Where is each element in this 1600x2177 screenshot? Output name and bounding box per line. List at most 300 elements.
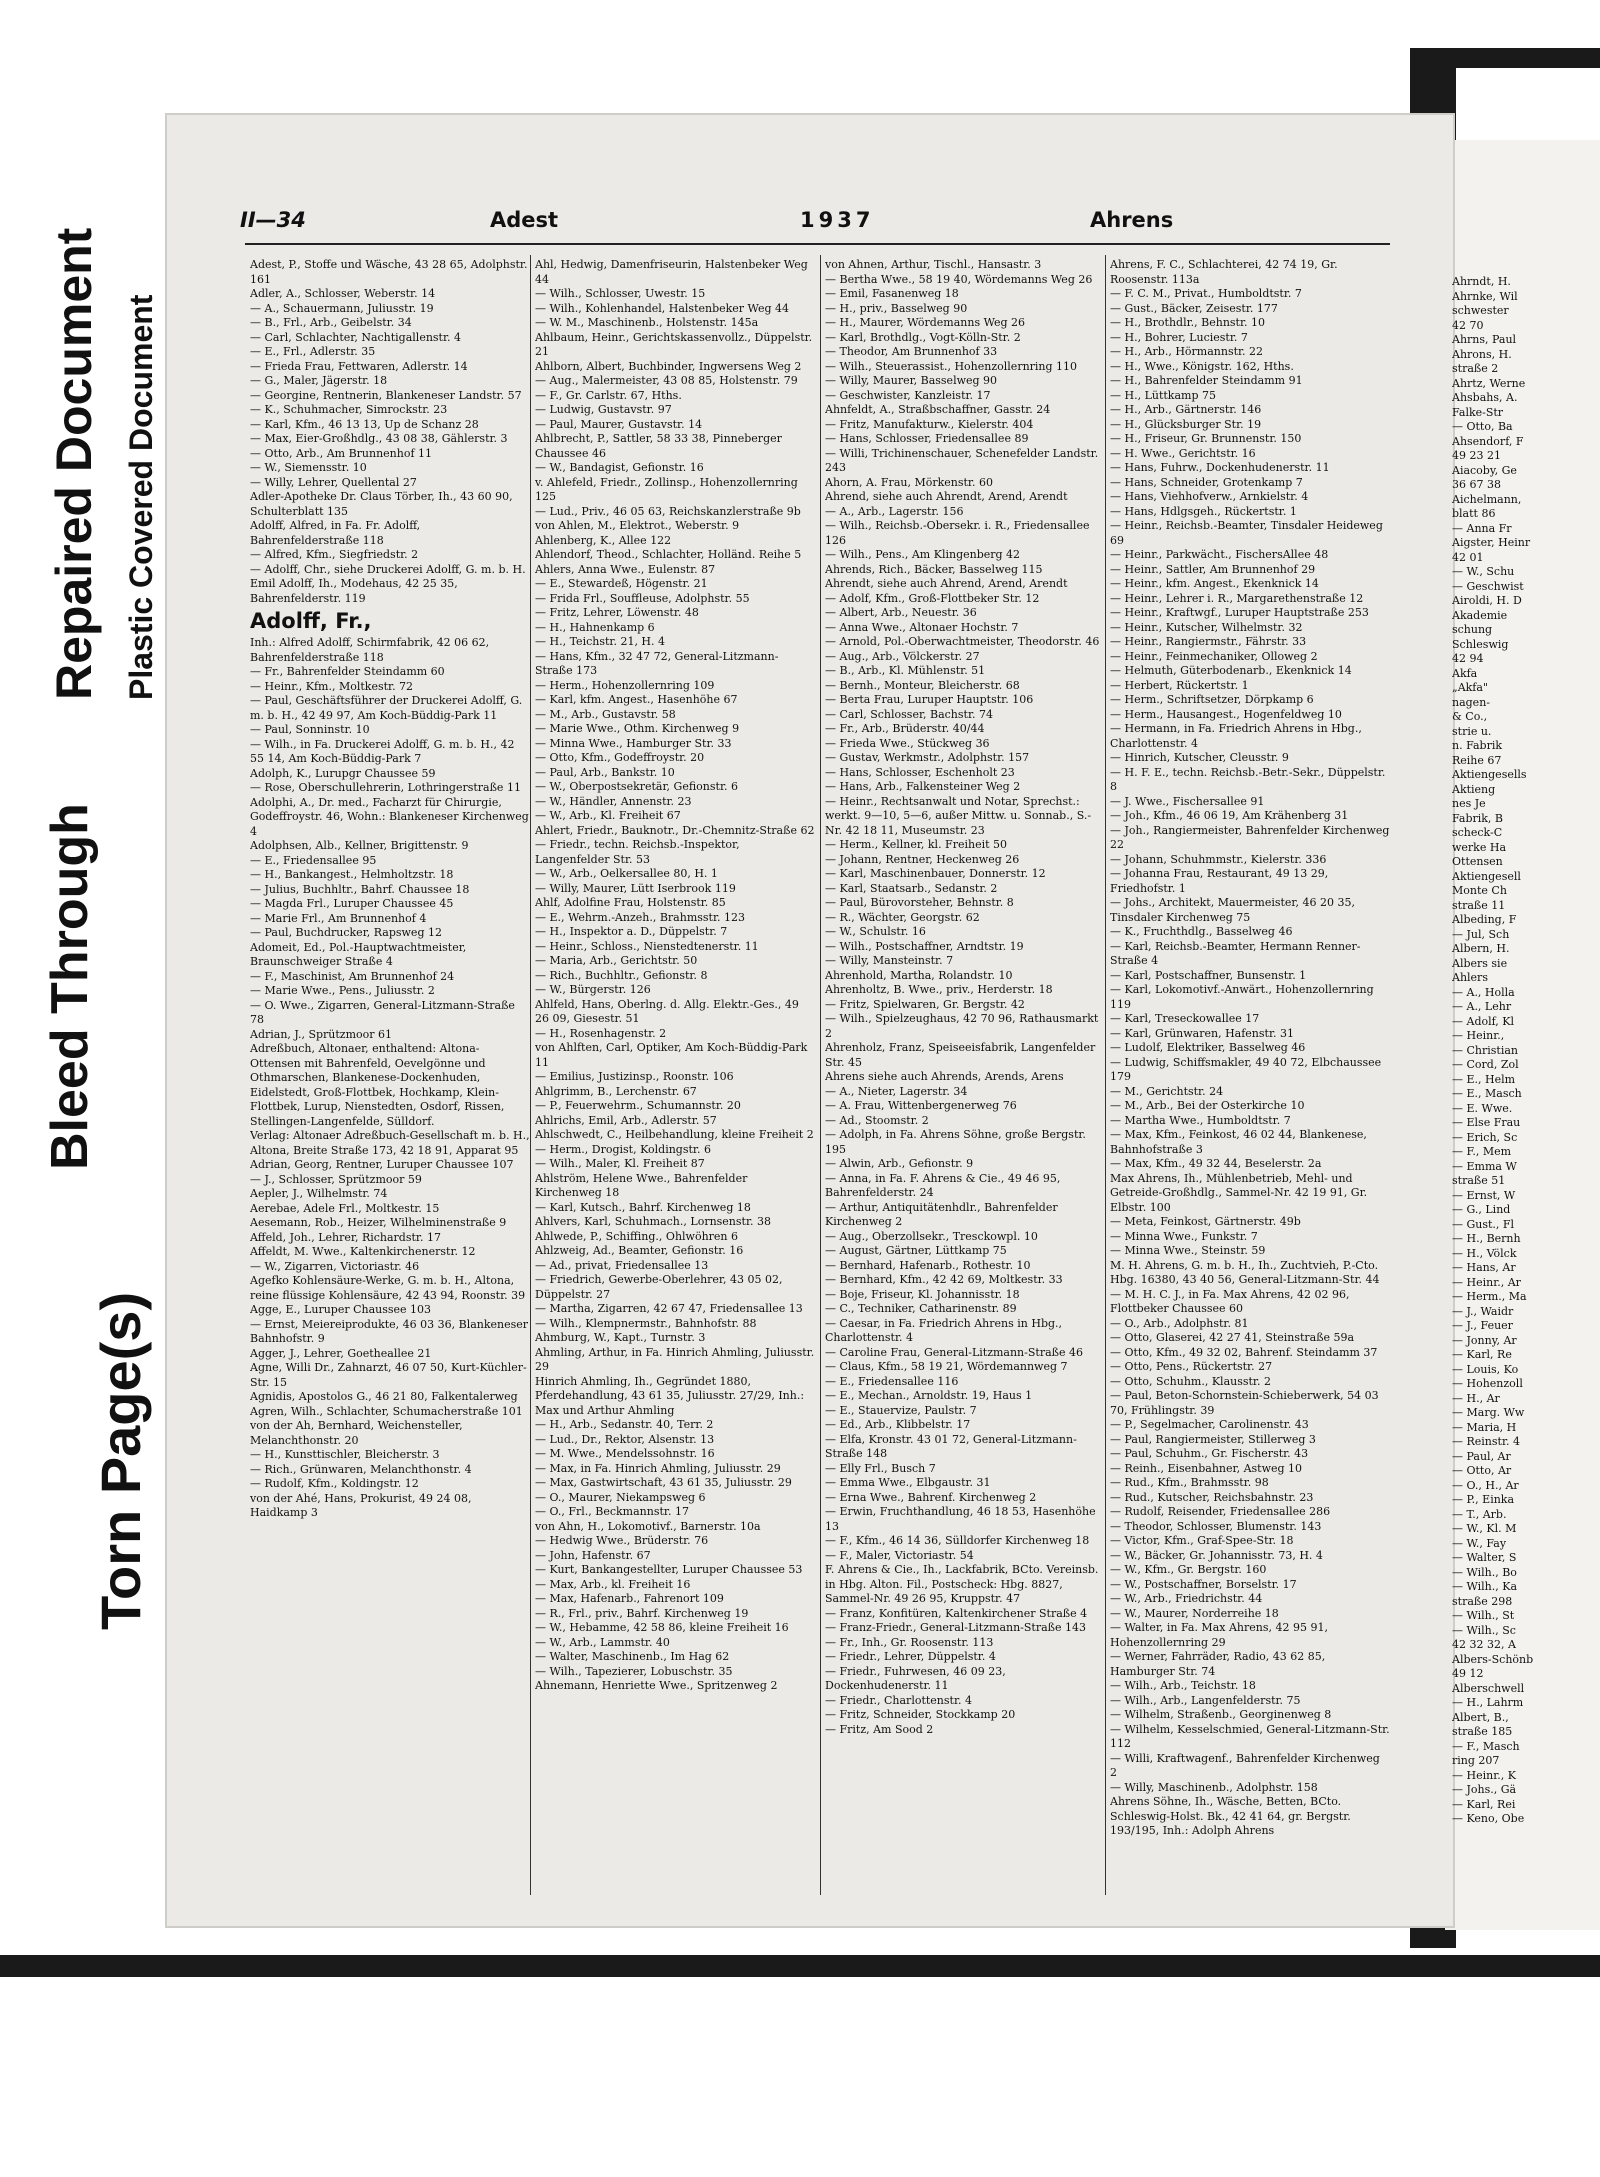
directory-entry: Ahrend, siehe auch Ahrendt, Arend, Arendt: [825, 490, 1068, 503]
directory-entry: — Friedr., Charlottenstr. 4: [825, 1693, 972, 1707]
directory-entry: — Karl, Reichsb.-Beamter, Hermann Renner-Straße 4: [1110, 939, 1361, 967]
directory-entry: — H., Arb., Hörmannstr. 22: [1110, 345, 1264, 358]
directory-entry: Adrian, J., Sprützmoor 61: [250, 1027, 393, 1041]
directory-entry: — W., Arb., Lammstr. 40: [535, 1635, 670, 1649]
facing-page-line: — Jonny, Ar: [1452, 1333, 1517, 1347]
directory-entry: — Wilh., Steuerassist., Hohenzollernring 110: [825, 359, 1078, 373]
directory-entry: — Ludwig, Schiffsmakler, 49 40 72, Elbchaussee 179: [1110, 1055, 1382, 1083]
directory-entry: — Otto, Glaserei, 42 27 41, Steinstraße 59a: [1110, 1331, 1355, 1344]
directory-entry: — Heinr., Kraftwgf., Luruper Hauptstraße 253: [1110, 606, 1369, 619]
directory-entry: — August, Gärtner, Lüttkamp 75: [825, 1244, 1007, 1257]
directory-entry: — Friedr., Fuhrwesen, 46 09 23, Dockenhudenerstr. 11: [825, 1664, 1006, 1692]
directory-entry: — Ad., Stoomstr. 2: [825, 1113, 929, 1127]
directory-entry: — J., Schlosser, Sprützmoor 59: [250, 1172, 422, 1186]
facing-page-line: — T., Arb.: [1452, 1507, 1507, 1521]
facing-page-line: Schleswig: [1452, 637, 1509, 651]
directory-entry: — Hans, Schlosser, Eschenholt 23: [825, 765, 1015, 779]
directory-entry: — Fritz, Schneider, Stockkamp 20: [825, 1708, 1016, 1721]
facing-page-line: Albert, B.,: [1452, 1710, 1509, 1724]
directory-entry: — Hermann, in Fa. Friedrich Ahrens in Hbg., Charlottenstr. 4: [1110, 722, 1362, 750]
directory-entry: Ahlfeld, Hans, Oberlng. d. Allg. Elektr.-Ges., 49 26 09, Giesestr. 51: [535, 997, 799, 1025]
last-keyword: Ahrens: [1090, 208, 1174, 232]
directory-entry: — Willy, Mansteinstr. 7: [825, 954, 954, 967]
directory-entry: — Fritz, Spielwaren, Gr. Bergstr. 42: [825, 997, 1025, 1011]
scan-bottom-border: [0, 1955, 1600, 1977]
directory-entry: — Geschwister, Kanzleistr. 17: [825, 388, 991, 402]
directory-entry: — Franz-Friedr., General-Litzmann-Straße 143: [825, 1621, 1087, 1634]
directory-entry: — Ludwig, Gustavstr. 97: [535, 403, 672, 416]
directory-entry: Ahlert, Friedr., Bauknotr., Dr.-Chemnitz-Straße 62: [535, 823, 815, 837]
facing-page-line: 36 67 38: [1452, 478, 1501, 491]
facing-page-line: Ottensen: [1452, 855, 1503, 868]
directory-entry: — H., Teichstr. 21, H. 4: [535, 635, 666, 648]
directory-entry: — E., Wehrm.-Anzeh., Brahmsstr. 123: [535, 910, 745, 924]
facing-page-line: 49 12: [1452, 1667, 1484, 1680]
directory-entry: — K., Fruchthdlg., Basselweg 46: [1110, 925, 1293, 938]
directory-entry: — Reinh., Eisenbahner, Astweg 10: [1110, 1461, 1303, 1475]
directory-entry: — Franz, Konfitüren, Kaltenkirchener Straße 4: [825, 1606, 1088, 1620]
facing-page-line: — H., Völck: [1452, 1246, 1517, 1260]
directory-entry: — Elfa, Kronstr. 43 01 72, General-Litzmann-Straße 148: [825, 1432, 1077, 1460]
facing-page-line: Albern, H.: [1452, 942, 1510, 955]
directory-entry: — Fr., Bahrenfelder Steindamm 60: [250, 665, 445, 678]
facing-page-line: Aigster, Heinr: [1452, 536, 1531, 549]
directory-entry: Ahl, Hedwig, Damenfriseurin, Halstenbeker Weg 44: [535, 258, 808, 286]
directory-entry: — Minna Wwe., Steinstr. 59: [1110, 1244, 1266, 1257]
directory-entry: — Paul, Arb., Bankstr. 10: [535, 765, 675, 779]
directory-entry: Ahlzweig, Ad., Beamter, Gefionstr. 16: [535, 1244, 744, 1257]
directory-entry: — Caroline Frau, General-Litzmann-Straße 46: [825, 1345, 1083, 1359]
facing-page-line: Alberschwell: [1452, 1681, 1525, 1695]
directory-entry: Inh.: Alfred Adolff, Schirmfabrik, 42 06 62, Bahrenfelderstraße 118: [250, 636, 490, 664]
directory-entry: von Ahlften, Carl, Optiker, Am Koch-Büddig-Park 11: [535, 1041, 808, 1069]
directory-entry: — Hinrich, Kutscher, Cleusstr. 9: [1110, 751, 1289, 764]
facing-page-line: — Otto, Ba: [1452, 420, 1513, 433]
directory-entry: — Meta, Feinkost, Gärtnerstr. 49b: [1110, 1215, 1301, 1228]
directory-entry: — P., Segelmacher, Carolinenstr. 43: [1110, 1418, 1309, 1431]
directory-entry: — Emilius, Justizinsp., Roonstr. 106: [535, 1070, 734, 1083]
facing-page-line: — Johs., Gä: [1452, 1783, 1517, 1796]
directory-entry: — H., Bohrer, Luciestr. 7: [1110, 330, 1248, 344]
directory-entry: — Willy, Maurer, Lütt Iserbrook 119: [535, 881, 736, 895]
directory-entry: — F., Kfm., 46 14 36, Sülldorfer Kirchenweg 18: [825, 1534, 1090, 1547]
directory-entry: — Karl, kfm. Angest., Hasenhöhe 67: [535, 693, 738, 706]
directory-entry: — P., Feuerwehrm., Schumannstr. 20: [535, 1099, 741, 1112]
facing-page-line: Aktiengesell: [1452, 869, 1521, 883]
directory-entry: — Herm., Kellner, kl. Freiheit 50: [825, 838, 1008, 851]
facing-page-line: — Wilh., Sc: [1452, 1623, 1516, 1637]
facing-page-line: — Heinr.,: [1452, 1029, 1505, 1042]
directory-entry: — H., Rosenhagenstr. 2: [535, 1026, 667, 1040]
page-number: II—34: [240, 208, 306, 232]
directory-entry: Ahlström, Helene Wwe., Bahrenfelder Kirchenweg 18: [535, 1171, 748, 1199]
facing-page-line: Aiacoby, Ge: [1452, 463, 1517, 477]
directory-entry: — H., Inspektor a. D., Düppelstr. 7: [535, 925, 728, 938]
facing-page-line: — J., Waidr: [1452, 1304, 1514, 1318]
directory-entry: v. Ahlefeld, Friedr., Zollinsp., Hohenzollernring 125: [535, 475, 798, 503]
directory-entry: — Bernh., Monteur, Bleicherstr. 68: [825, 678, 1020, 692]
facing-page-line: 42 32 32, A: [1452, 1638, 1516, 1651]
directory-entry: Adolphsen, Alb., Kellner, Brigittenstr. 9: [250, 839, 469, 852]
facing-page-line: „Akfa": [1452, 681, 1488, 694]
directory-entry: — Victor, Kfm., Graf-Spee-Str. 18: [1110, 1534, 1294, 1547]
directory-column-2: [535, 258, 815, 1898]
directory-entry: — Max, Hafenarb., Fahrenort 109: [535, 1592, 724, 1605]
directory-entry: — Wilh., Klempnermstr., Bahnhofstr. 88: [535, 1316, 757, 1330]
directory-entry: Adler, A., Schlosser, Weberstr. 14: [250, 287, 436, 300]
directory-entry: — Heinr., Kutscher, Wilhelmstr. 32: [1110, 620, 1303, 634]
directory-entry: — Willy, Maurer, Basselweg 90: [825, 374, 998, 387]
facing-page-line: — Wilh., Bo: [1452, 1565, 1517, 1579]
directory-entry: — Joh., Rangiermeister, Bahrenfelder Kirchenweg 22: [1110, 823, 1390, 851]
directory-entry: — Aug., Malermeister, 43 08 85, Holstenstr. 79: [535, 374, 798, 387]
directory-entry: — Kurt, Bankangestellter, Luruper Chaussee 53: [535, 1563, 803, 1576]
directory-entry: — Hedwig Wwe., Brüderstr. 76: [535, 1534, 709, 1547]
directory-entry: — Bernhard, Hafenarb., Rothestr. 10: [825, 1258, 1031, 1272]
facing-page-line: — Louis, Ko: [1452, 1362, 1519, 1376]
facing-page-line: — Jul, Sch: [1452, 927, 1510, 941]
directory-entry: Adolff, Alfred, in Fa. Fr. Adolff, Bahrenfelderstraße 118: [250, 519, 421, 547]
directory-entry: — F., Maler, Victoriastr. 54: [825, 1548, 974, 1562]
directory-entry: — Berta Frau, Luruper Hauptstr. 106: [825, 693, 1034, 706]
directory-entry: — H., Arb., Sedanstr. 40, Terr. 2: [535, 1418, 714, 1431]
facing-page-line: Ahsbahs, A.: [1452, 391, 1518, 404]
directory-entry: — Werner, Fahrräder, Radio, 43 62 85, Hamburger Str. 74: [1110, 1650, 1326, 1678]
facing-page-line: Albers sie: [1452, 956, 1508, 970]
directory-entry: Ahlborn, Albert, Buchbinder, Ingwersens Weg 2: [535, 359, 802, 373]
directory-entry: — Johann, Rentner, Heckenweg 26: [825, 852, 1020, 866]
directory-entry: Ahlers, Anna Wwe., Eulenstr. 87: [535, 562, 716, 576]
directory-entry: Agne, Willi Dr., Zahnarzt, 46 07 50, Kurt-Küchler-Str. 15: [250, 1361, 527, 1389]
directory-entry: — H., Arb., Gärtnerstr. 146: [1110, 403, 1262, 416]
directory-entry: — Wilh., in Fa. Druckerei Adolff, G. m. b. H., 42 55 14, Am Koch-Büddig-Park 7: [250, 737, 515, 765]
facing-page-line: nes Je: [1452, 797, 1486, 810]
directory-entry: — Wilh., Reichsb.-Obersekr. i. R., Friedensallee 126: [825, 519, 1090, 547]
directory-entry: — W., Hebamme, 42 58 86, kleine Freiheit 16: [535, 1621, 789, 1634]
directory-entry: — Heinr., Rangiermstr., Fährstr. 33: [1110, 635, 1307, 648]
facing-page-line: ring 207: [1452, 1754, 1500, 1767]
facing-page-line: 42 70: [1452, 318, 1484, 332]
directory-entry: — M., Arb., Gustavstr. 58: [535, 707, 676, 721]
directory-entry: — W. M., Maschinenb., Holstenstr. 145a: [535, 316, 759, 329]
directory-entry: Adler-Apotheke Dr. Claus Törber, Ih., 43 60 90, Schulterblatt 135: [250, 490, 513, 518]
directory-entry: — Johann, Schuhmmstr., Kielerstr. 336: [1110, 852, 1327, 866]
facing-page-line: — O., H., Ar: [1452, 1478, 1519, 1492]
facing-page-line: scheck-C: [1452, 826, 1503, 839]
directory-entry: — E., Stauervize, Paulstr. 7: [825, 1403, 977, 1417]
directory-entry: — Karl, Postschaffner, Bunsenstr. 1: [1110, 968, 1307, 982]
torn-pages-label: Torn Page(s): [89, 1291, 152, 1630]
directory-entry: — Karl, Treseckowallee 17: [1110, 1012, 1260, 1025]
facing-page-line: Ahrtz, Werne: [1452, 376, 1526, 390]
facing-page-line: — F., Mem: [1452, 1145, 1512, 1158]
directory-entry: Aesemann, Rob., Heizer, Wilhelminenstraße 9: [250, 1216, 507, 1229]
directory-entry: — W., Händler, Annenstr. 23: [535, 794, 692, 808]
directory-entry: — Willi, Kraftwagenf., Bahrenfelder Kirchenweg 2: [1110, 1751, 1380, 1779]
directory-entry: — Herm., Schriftsetzer, Dörpkamp 6: [1110, 693, 1314, 706]
directory-entry: — M., Arb., Bei der Osterkirche 10: [1110, 1099, 1305, 1112]
directory-entry: — Fr., Arb., Brüderstr. 40/44: [825, 722, 985, 735]
directory-entry: — W., Kfm., Gr. Bergstr. 160: [1110, 1563, 1267, 1576]
directory-entry: — Frieda Frau, Fettwaren, Adlerstr. 14: [250, 359, 468, 373]
directory-entry: — Martha Wwe., Humboldtstr. 7: [1110, 1113, 1291, 1127]
facing-page-line: — Else Frau: [1452, 1116, 1521, 1129]
facing-page-line: — Maria, H: [1452, 1420, 1517, 1434]
facing-page-line: Aktiengesells: [1452, 768, 1527, 781]
directory-entry: — Bernhard, Kfm., 42 42 69, Moltkestr. 33: [825, 1273, 1063, 1286]
directory-entry: — Heinr., kfm. Angest., Ekenknick 14: [1110, 577, 1319, 590]
directory-entry: — Willy, Maschinenb., Adolphstr. 158: [1110, 1780, 1318, 1794]
directory-entry: — Claus, Kfm., 58 19 21, Wördemannweg 7: [825, 1360, 1068, 1373]
directory-entry: — Hans, Arb., Falkensteiner Weg 2: [825, 780, 1021, 793]
directory-entry: — M. Wwe., Mendelssohnstr. 16: [535, 1447, 715, 1460]
directory-entry: — Karl, Kfm., 46 13 13, Up de Schanz 28: [250, 417, 479, 431]
directory-entry: von Ahlen, M., Elektrot., Weberstr. 9: [535, 519, 740, 532]
directory-entry: von der Ahé, Hans, Prokurist, 49 24 08, Haidkamp 3: [250, 1491, 472, 1519]
facing-page-line: — H., Lahrm: [1452, 1696, 1524, 1709]
directory-entry: — Paul, Schuhm., Gr. Fischerstr. 43: [1110, 1447, 1309, 1460]
directory-entry: — Marie Wwe., Pens., Juliusstr. 2: [250, 984, 435, 997]
directory-entry: — E., Friedensallee 95: [250, 853, 377, 867]
facing-page-line: — Walter, S: [1452, 1551, 1517, 1564]
directory-entry: — Paul, Rangiermeister, Stillerweg 3: [1110, 1432, 1316, 1446]
directory-entry: — Marie Wwe., Othm. Kirchenweg 9: [535, 722, 740, 735]
directory-entry: — Wilh., Pens., Am Klingenberg 42: [825, 548, 1021, 561]
facing-page-line: — Herm., Ma: [1452, 1290, 1527, 1303]
directory-entry: — Erna Wwe., Bahrenf. Kirchenweg 2: [825, 1490, 1037, 1504]
facing-page-line: — P., Einka: [1452, 1493, 1515, 1506]
directory-entry: Ahrens siehe auch Ahrends, Arends, Arens: [825, 1070, 1064, 1083]
directory-entry: — Erwin, Fruchthandlung, 46 18 53, Hasenhöhe 13: [825, 1505, 1096, 1533]
facing-page-line: — Keno, Obe: [1452, 1812, 1525, 1825]
directory-entry: — B., Frl., Arb., Geibelstr. 34: [250, 316, 412, 329]
directory-entry: — Paul, Maurer, Gustavstr. 14: [535, 417, 703, 431]
facing-page-line: straße 298: [1452, 1594, 1513, 1608]
facing-page-line: — A., Holla: [1452, 985, 1515, 999]
directory-entry: — Wilh., Tapezierer, Lobuschstr. 35: [535, 1664, 733, 1678]
directory-entry: Emil Adolff, Ih., Modehaus, 42 25 35, Bahrenfelderstr. 119: [250, 577, 458, 605]
facing-page-line: Airoldi, H. D: [1452, 594, 1522, 607]
directory-entry: — Ernst, Meiereiprodukte, 46 03 36, Blankeneser Bahnhofstr. 9: [250, 1317, 529, 1345]
directory-entry: — Max, Gastwirtschaft, 43 61 35, Juliusstr. 29: [535, 1476, 792, 1489]
directory-entry: — E., Frl., Adlerstr. 35: [250, 345, 376, 358]
directory-entry: — Walter, Maschinenb., Im Hag 62: [535, 1650, 730, 1663]
directory-entry: — Otto, Schuhm., Klausstr. 2: [1110, 1374, 1271, 1388]
directory-entry: — Magda Frl., Luruper Chaussee 45: [250, 897, 454, 910]
column-divider: [530, 255, 531, 1895]
directory-column-4: [1110, 258, 1390, 1898]
directory-entry: Affeld, Joh., Lehrer, Richardstr. 17: [250, 1230, 441, 1244]
facing-page-line: straße 11: [1452, 898, 1506, 912]
directory-entry: — Karl, Grünwaren, Hafenstr. 31: [1110, 1026, 1294, 1040]
directory-entry: — Emil, Fasanenweg 18: [825, 287, 959, 300]
directory-entry: — Rudolf, Kfm., Koldingstr. 12: [250, 1477, 419, 1490]
directory-entry: — Hans, Schneider, Grotenkamp 7: [1110, 475, 1303, 489]
directory-entry: — Wilh., Arb., Langenfelderstr. 75: [1110, 1693, 1301, 1707]
header-rule: [245, 243, 1390, 245]
facing-page-line: — Paul, Ar: [1452, 1449, 1511, 1463]
facing-page-line: — Geschwist: [1452, 579, 1524, 593]
facing-page-line: werke Ha: [1452, 840, 1507, 854]
directory-entry: — E., Friedensallee 116: [825, 1374, 959, 1388]
directory-entry: Ahrens Söhne, Ih., Wäsche, Betten, BCto. Schleswig-Holst. Bk., 42 41 64, gr. Bergstr. 193/195, Inh.: Adolph Ahrens: [1110, 1795, 1351, 1837]
directory-entry: — Heinr., Kfm., Moltkestr. 72: [250, 679, 414, 693]
directory-entry: — Heinr., Feinmechaniker, Olloweg 2: [1110, 649, 1318, 663]
directory-entry: — Elly Frl., Busch 7: [825, 1461, 936, 1475]
directory-entry: Ahorn, A. Frau, Mörkenstr. 60: [825, 475, 993, 489]
directory-entry: — Adolff, Chr., siehe Druckerei Adolff, G. m. b. H.: [250, 562, 526, 576]
directory-entry: Max Ahrens, Ih., Mühlenbetrieb, Mehl- und Getreide-Großhdlg., Sammel-Nr. 42 19 91, Gr. Elbstr. 100: [1110, 1171, 1368, 1214]
facing-page-line: schung: [1452, 623, 1493, 636]
facing-page-line: — G., Lind: [1452, 1203, 1511, 1216]
directory-entry: — Boje, Friseur, Kl. Johannisstr. 18: [825, 1287, 1020, 1301]
directory-entry: — A., Nieter, Lagerstr. 34: [825, 1084, 968, 1098]
directory-entry: — Anna Wwe., Altonaer Hochstr. 7: [825, 620, 1019, 634]
directory-entry: — Rud., Kfm., Brahmsstr. 98: [1110, 1476, 1269, 1489]
directory-entry: — Albert, Arb., Neuestr. 36: [825, 606, 977, 619]
directory-entry: — W., Siemensstr. 10: [250, 461, 367, 474]
directory-entry: Ahrenhold, Martha, Rolandstr. 10: [825, 968, 1013, 982]
directory-entry: — A. Frau, Wittenbergenerweg 76: [825, 1099, 1017, 1112]
bleed-through-label: Bleed Through: [41, 803, 99, 1170]
facing-page-line: — Emma W: [1452, 1159, 1517, 1173]
directory-entry: — J. Wwe., Fischersallee 91: [1110, 794, 1265, 808]
directory-entry: Ahlvers, Karl, Schuhmach., Lornsenstr. 38: [535, 1215, 772, 1228]
directory-entry: — E., Mechan., Arnoldstr. 19, Haus 1: [825, 1389, 1033, 1402]
directory-entry: — Hans, Hdlgsgeh., Rückertstr. 1: [1110, 504, 1297, 518]
directory-entry: von der Ah, Bernhard, Weichensteller, Melanchthonstr. 20: [250, 1419, 463, 1447]
directory-entry: Ahmburg, W., Kapt., Turnstr. 3: [535, 1331, 706, 1344]
directory-entry: — Otto, Kfm., 49 32 02, Bahrenf. Steindamm 37: [1110, 1345, 1378, 1359]
directory-entry: — Joh., Kfm., 46 06 19, Am Krähenberg 31: [1110, 809, 1349, 822]
directory-entry: — W., Bäcker, Gr. Johannisstr. 73, H. 4: [1110, 1548, 1323, 1562]
directory-entry: — Aug., Arb., Völckerstr. 27: [825, 649, 980, 663]
directory-entry: — Ad., privat, Friedensallee 13: [535, 1258, 709, 1272]
directory-entry: — Wilh., Kohlenhandel, Halstenbeker Weg 44: [535, 301, 790, 315]
directory-entry: — Helmuth, Güterbodenarb., Ekenknick 14: [1110, 664, 1352, 677]
directory-entry: — Wilhelm, Kesselschmied, General-Litzmann-Str. 112: [1110, 1722, 1390, 1750]
directory-entry: — Rudolf, Reisender, Friedensallee 286: [1110, 1505, 1331, 1518]
directory-entry: — Minna Wwe., Funkstr. 7: [1110, 1229, 1258, 1243]
facing-page-line: — Cord, Zol: [1452, 1058, 1519, 1071]
directory-entry: — W., Oberpostsekretär, Gefionstr. 6: [535, 780, 738, 793]
directory-entry: — Hans, Viehhofverw., Arnkielstr. 4: [1110, 490, 1309, 503]
directory-entry: Ahlschwedt, C., Heilbehandlung, kleine Freiheit 2: [535, 1128, 814, 1141]
facing-page-line: — Marg. Ww: [1452, 1406, 1525, 1419]
directory-entry: — Anna, in Fa. F. Ahrens & Cie., 49 46 95, Bahrenfelderstr. 24: [825, 1171, 1061, 1199]
directory-entry: Adomeit, Ed., Pol.-Hauptwachtmeister, Braunschweiger Straße 4: [250, 940, 467, 968]
directory-entry: — H., Bahrenfelder Steindamm 91: [1110, 374, 1303, 387]
column-divider: [1105, 255, 1106, 1895]
directory-entry: — Walter, in Fa. Max Ahrens, 42 95 91, Hohenzollernring 29: [1110, 1621, 1328, 1649]
directory-entry: Adolph, K., Lurupgr Chaussee 59: [250, 766, 436, 780]
directory-entry: — Julius, Buchhltr., Bahrf. Chaussee 18: [250, 882, 470, 896]
directory-entry: — Fr., Inh., Gr. Roosenstr. 113: [825, 1635, 994, 1649]
facing-page-line: — Wilh., Ka: [1452, 1580, 1517, 1593]
directory-entry: — R., Wächter, Georgstr. 62: [825, 910, 980, 924]
facing-page-line: blatt 86: [1452, 507, 1496, 520]
directory-entry: — H., Hahnenkamp 6: [535, 620, 655, 634]
directory-entry: — Paul, Buchdrucker, Rapsweg 12: [250, 926, 442, 939]
facing-page-line: straße 2: [1452, 362, 1499, 375]
directory-entry: — Martha, Zigarren, 42 67 47, Friedensallee 13: [535, 1302, 803, 1315]
directory-entry: — Hans, Kfm., 32 47 72, General-Litzmann-Straße 173: [535, 649, 779, 677]
directory-entry: — Carl, Schlosser, Bachstr. 74: [825, 707, 993, 721]
directory-entry: Ahlgrimm, B., Lerchenstr. 67: [535, 1084, 697, 1098]
directory-entry: — Adolph, in Fa. Ahrens Söhne, große Bergstr. 195: [825, 1128, 1086, 1156]
directory-entry: Ahlwede, P., Schiffing., Ohlwöhren 6: [535, 1229, 739, 1243]
directory-entry: Ahrens, F. C., Schlachterei, 42 74 19, Gr. Roosenstr. 113a: [1110, 258, 1338, 286]
directory-entry: — Paul, Bürovorsteher, Behnstr. 8: [825, 896, 1014, 909]
directory-entry: — Karl, Maschinenbauer, Donnerstr. 12: [825, 867, 1046, 880]
directory-entry: Adolphi, A., Dr. med., Facharzt für Chirurgie, Godeffroystr. 46, Wohn.: Blankeneser Kirchenweg 4: [250, 795, 529, 838]
directory-entry: — Rud., Kutscher, Reichsbahnstr. 23: [1110, 1490, 1314, 1504]
directory-entry: Affeldt, M. Wwe., Kaltenkirchenerstr. 12: [250, 1245, 476, 1258]
directory-entry: — W., Maurer, Norderreihe 18: [1110, 1606, 1279, 1620]
facing-page-line: — J., Feuer: [1452, 1319, 1513, 1332]
directory-entry: — G., Maler, Jägerstr. 18: [250, 374, 388, 387]
directory-entry: — W., Schulstr. 16: [825, 925, 926, 938]
directory-entry: — Hans, Schlosser, Friedensallee 89: [825, 432, 1029, 445]
directory-entry: — Karl, Lokomotivf.-Anwärt., Hohenzollernring 119: [1110, 983, 1374, 1011]
directory-entry: — Paul, Geschäftsführer der Druckerei Adolff, G. m. b. H., 42 49 97, Am Koch-Büddig-Park 11: [250, 694, 523, 722]
directory-entry: Adolff, Fr.,: [250, 609, 372, 633]
directory-entry: — Friedrich, Gewerbe-Oberlehrer, 43 05 02, Düppelstr. 27: [535, 1273, 783, 1301]
facing-page-line: — Reinstr. 4: [1452, 1435, 1520, 1448]
directory-entry: — Karl, Brothdlg., Vogt-Kölln-Str. 2: [825, 330, 1021, 344]
directory-entry: — Otto, Arb., Am Brunnenhof 11: [250, 446, 433, 460]
directory-entry: M. H. Ahrens, G. m. b. H., Ih., Zuchtvieh, P.-Cto. Hbg. 16380, 43 40 56, General-Litzmann-Str. 44: [1110, 1258, 1380, 1286]
directory-entry: Adest, P., Stoffe und Wäsche, 43 28 65, Adolphstr. 161: [250, 258, 528, 286]
directory-entry: — H., Kunsttischler, Bleicherstr. 3: [250, 1448, 440, 1461]
directory-entry: — Wilh., Arb., Teichstr. 18: [1110, 1679, 1256, 1692]
directory-entry: — Herm., Drogist, Koldingstr. 6: [535, 1142, 711, 1156]
facing-page-line: — Adolf, Kl: [1452, 1014, 1515, 1028]
directory-entry: — Marie Frl., Am Brunnenhof 4: [250, 911, 427, 925]
facing-page-line: — Ernst, W: [1452, 1188, 1516, 1202]
facing-page-line: — Erich, Sc: [1452, 1130, 1518, 1144]
directory-entry: — Frieda Wwe., Stückweg 36: [825, 736, 990, 750]
directory-column-3: [825, 258, 1105, 1898]
directory-entry: — Wilh., Maler, Kl. Freiheit 87: [535, 1157, 705, 1170]
facing-page-line: straße 51: [1452, 1174, 1506, 1187]
facing-page-line: — F., Masch: [1452, 1739, 1520, 1753]
directory-entry: — Karl, Staatsarb., Sedanstr. 2: [825, 881, 998, 895]
directory-entry: — K., Schuhmacher, Simrockstr. 23: [250, 403, 448, 416]
directory-entry: — H., Bankangest., Helmholtzstr. 18: [250, 868, 454, 881]
facing-page-line: strie u.: [1452, 724, 1492, 738]
directory-entry: — O., Maurer, Niekampsweg 6: [535, 1490, 706, 1504]
directory-entry: — Max, Eier-Großhdlg., 43 08 38, Gählerstr. 3: [250, 432, 508, 445]
directory-entry: — Fritz, Lehrer, Löwenstr. 48: [535, 606, 699, 619]
directory-entry: — F., Gr. Carlstr. 67, Hths.: [535, 388, 682, 402]
directory-entry: — Bertha Wwe., 58 19 40, Wördemanns Weg 26: [825, 272, 1093, 286]
directory-entry: — O. Wwe., Zigarren, General-Litzmann-Straße 78: [250, 998, 515, 1026]
directory-entry: — Otto, Kfm., Godeffroystr. 20: [535, 751, 705, 764]
directory-entry: Aerebae, Adele Frl., Moltkestr. 15: [250, 1201, 440, 1215]
directory-entry: — H., Lüttkamp 75: [1110, 388, 1216, 402]
directory-entry: — W., Zigarren, Victoriastr. 46: [250, 1259, 420, 1273]
directory-entry: Adrian, Georg, Rentner, Luruper Chaussee 107: [250, 1158, 514, 1171]
directory-entry: von Ahnen, Arthur, Tischl., Hansastr. 3: [825, 258, 1042, 271]
directory-entry: — M. H. C. J., in Fa. Max Ahrens, 42 02 96, Flottbeker Chaussee 60: [1110, 1287, 1350, 1315]
directory-entry: — Gust., Bäcker, Zeisestr. 177: [1110, 301, 1278, 315]
directory-entry: — Rich., Buchhltr., Gefionstr. 8: [535, 968, 708, 982]
facing-page-line: — Hohenzoll: [1452, 1377, 1523, 1390]
directory-entry: — Lud., Priv., 46 05 63, Reichskanzlerstraße 9b: [535, 504, 801, 518]
directory-entry: Ahlbaum, Heinr., Gerichtskassenvollz., Düppelstr. 21: [535, 330, 813, 358]
directory-entry: — E., Stewardeß, Högenstr. 21: [535, 577, 708, 590]
